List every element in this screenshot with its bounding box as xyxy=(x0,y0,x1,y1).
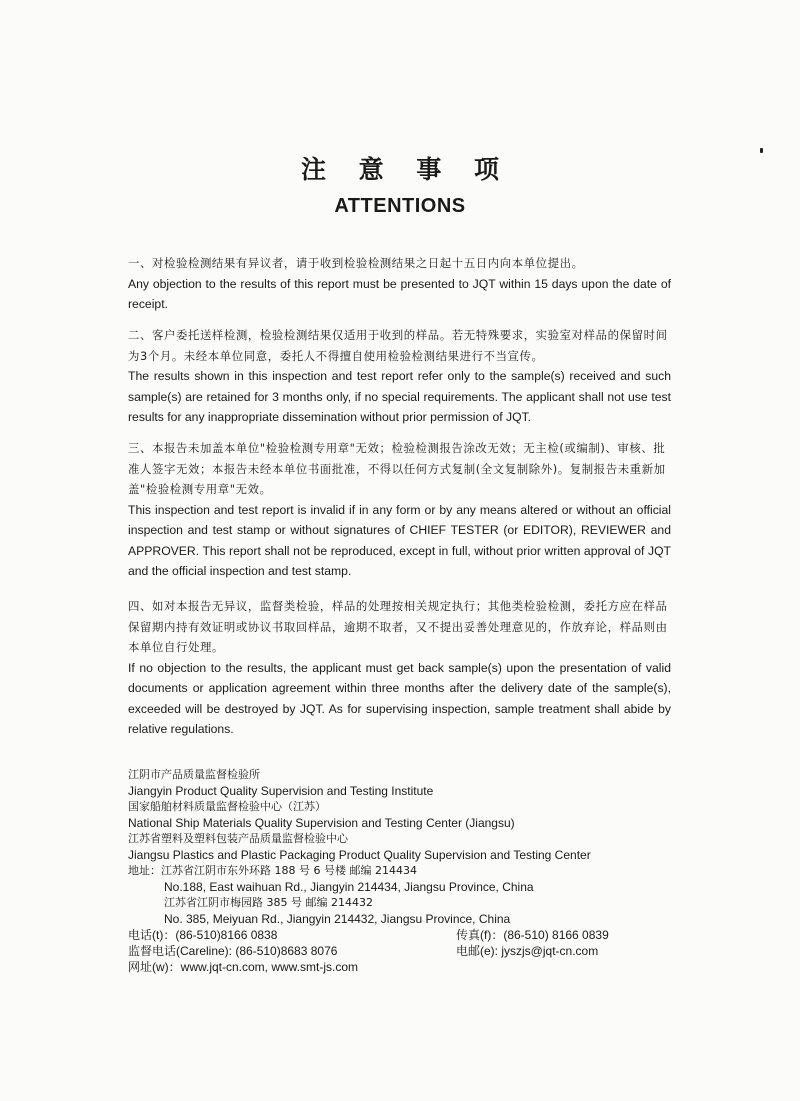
contact-block xyxy=(128,767,688,975)
address-1-chinese xyxy=(128,863,688,879)
section-4-chinese: 四、如对本报告无异议，监督类检验，样品的处理按相关规定执行；其他类检验检测，委托方应在样品保留期内持有效证明或协议书取回样品，逾期不取者，又不提出妥善处理意见的，作放弃论，样品则由本单位自行处理。 xyxy=(128,599,668,654)
phone-fax-row xyxy=(128,927,688,943)
address-2-english: No. 385, Meiyuan Rd., Jiangyin 214432, Jiangsu Province, China xyxy=(164,912,511,926)
section-1-chinese: 一、对检验检测结果有异议者，请于收到检验检测结果之日起十五日内向本单位提出。 xyxy=(128,256,584,270)
org3-english: Jiangsu Plastics and Plastic Packaging Product Quality Supervision and Testing Center xyxy=(128,848,591,862)
website: 网址(w)：www.jqt-cn.com, www.smt-js.com xyxy=(128,960,359,974)
section-2-english: The results shown in this inspection and test report refer only to the sample(s) received and such sample(s) are retained for 3 months only, if no special requirements. The applicant shall not use test results for any inappropriate dissemination without prior permission of JQT. xyxy=(128,369,671,424)
careline: 监督电话(Careline): (86-510)8683 8076 xyxy=(128,944,338,958)
org1-chinese: 江阴市产品质量监督检验所 xyxy=(128,768,260,781)
section-3 xyxy=(128,438,671,582)
section-4-english: If no objection to the results, the applicant must get back sample(s) upon the presentation of valid documents or application agreement within three months after the delivery date of the sample(s), exceeded will be destroyed by JQT. As for supervising inspection, sample treatment shall abide by relative regulations. xyxy=(128,660,671,736)
org3-chinese: 江苏省塑料及塑料包装产品质量监督检验中心 xyxy=(128,832,348,845)
section-2-chinese: 二、客户委托送样检测，检验检测结果仅适用于收到的样品。若无特殊要求，实验室对样品的保留时间为3个月。未经本单位同意，委托人不得擅自使用检验检测结果进行不当宣传。 xyxy=(128,328,668,363)
email: 电邮(e): jyszjs@jqt-cn.com xyxy=(456,944,599,958)
section-2 xyxy=(128,325,671,428)
address-1-english: No.188, East waihuan Rd., Jiangyin 214434, Jiangsu Province, China xyxy=(164,880,534,894)
page-title-chinese: 注 意 事 项 xyxy=(300,155,512,184)
section-1 xyxy=(128,253,671,315)
section-4 xyxy=(128,596,671,740)
address-1-chinese-text: 江苏省江阴市东外环路 188 号 6 号楼 邮编 214434 xyxy=(161,864,417,877)
scan-speck xyxy=(760,148,763,153)
org2-chinese: 国家船舶材料质量监督检验中心（江苏） xyxy=(128,800,326,813)
page-title-english: ATTENTIONS xyxy=(334,195,466,217)
section-3-chinese: 三、本报告未加盖本单位"检验检测专用章"无效；检验检测报告涂改无效；无主检(或编制)、审核、批准人签字无效；本报告未经本单位书面批准，不得以任何方式复制(全文复制除外)。复制报告未重新加盖"检验检测专用章"无效。 xyxy=(128,441,666,496)
section-3-english: This inspection and test report is invalid if in any form or by any means altered or without an official inspection and test stamp or without signatures of CHIEF TESTER (or EDITOR), REVIEWER and APPROVER. This report shall not be reproduced, except in full, without prior written approval of JQT and the official inspection and test stamp. xyxy=(128,502,671,578)
careline-email-row xyxy=(128,943,688,959)
org2-english: National Ship Materials Quality Supervision and Testing Center (Jiangsu) xyxy=(128,816,515,830)
address-label: 地址： xyxy=(128,864,161,877)
address-2-chinese: 江苏省江阴市梅园路 385 号 邮编 214432 xyxy=(164,896,373,909)
org1-english: Jiangyin Product Quality Supervision and Testing Institute xyxy=(128,784,434,798)
section-1-english: Any objection to the results of this report must be presented to JQT within 15 days upon the date of receipt. xyxy=(128,276,671,311)
telephone: 电话(t)：(86-510)8166 0838 xyxy=(128,928,278,942)
fax: 传真(f)：(86-510) 8166 0839 xyxy=(456,928,609,942)
